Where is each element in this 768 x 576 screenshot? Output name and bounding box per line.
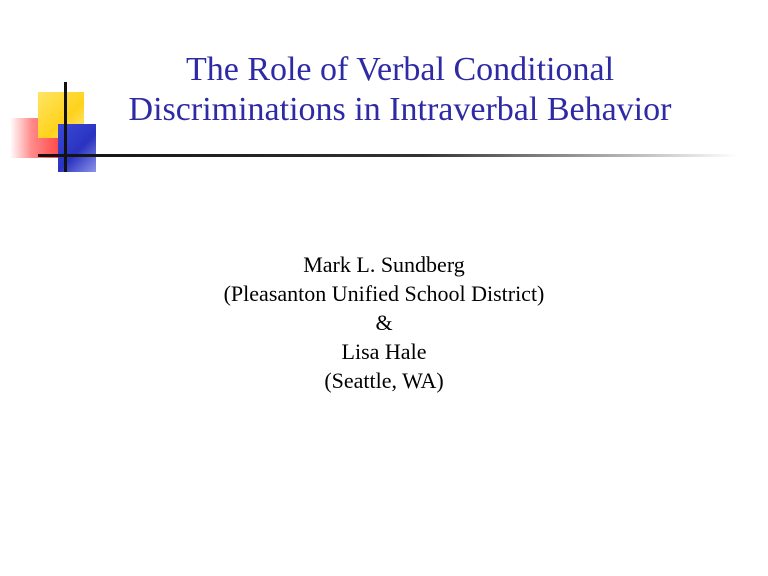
slide-title-line-1: The Role of Verbal Conditional: [185, 51, 615, 88]
author-name-1: Mark L. Sundberg: [303, 252, 465, 277]
author-separator: &: [375, 310, 393, 335]
title-underline-rule: [38, 154, 738, 157]
author-affiliation-2: (Seattle, WA): [324, 368, 444, 393]
author-affiliation-1: (Pleasanton Unified School District): [223, 281, 545, 306]
vertical-rule: [64, 82, 67, 172]
slide-title-line-2: Discriminations in Intraverbal Behavior: [128, 91, 672, 128]
author-block: [0, 250, 768, 395]
author-name-2: Lisa Hale: [341, 339, 427, 364]
slide-title: [80, 50, 720, 130]
